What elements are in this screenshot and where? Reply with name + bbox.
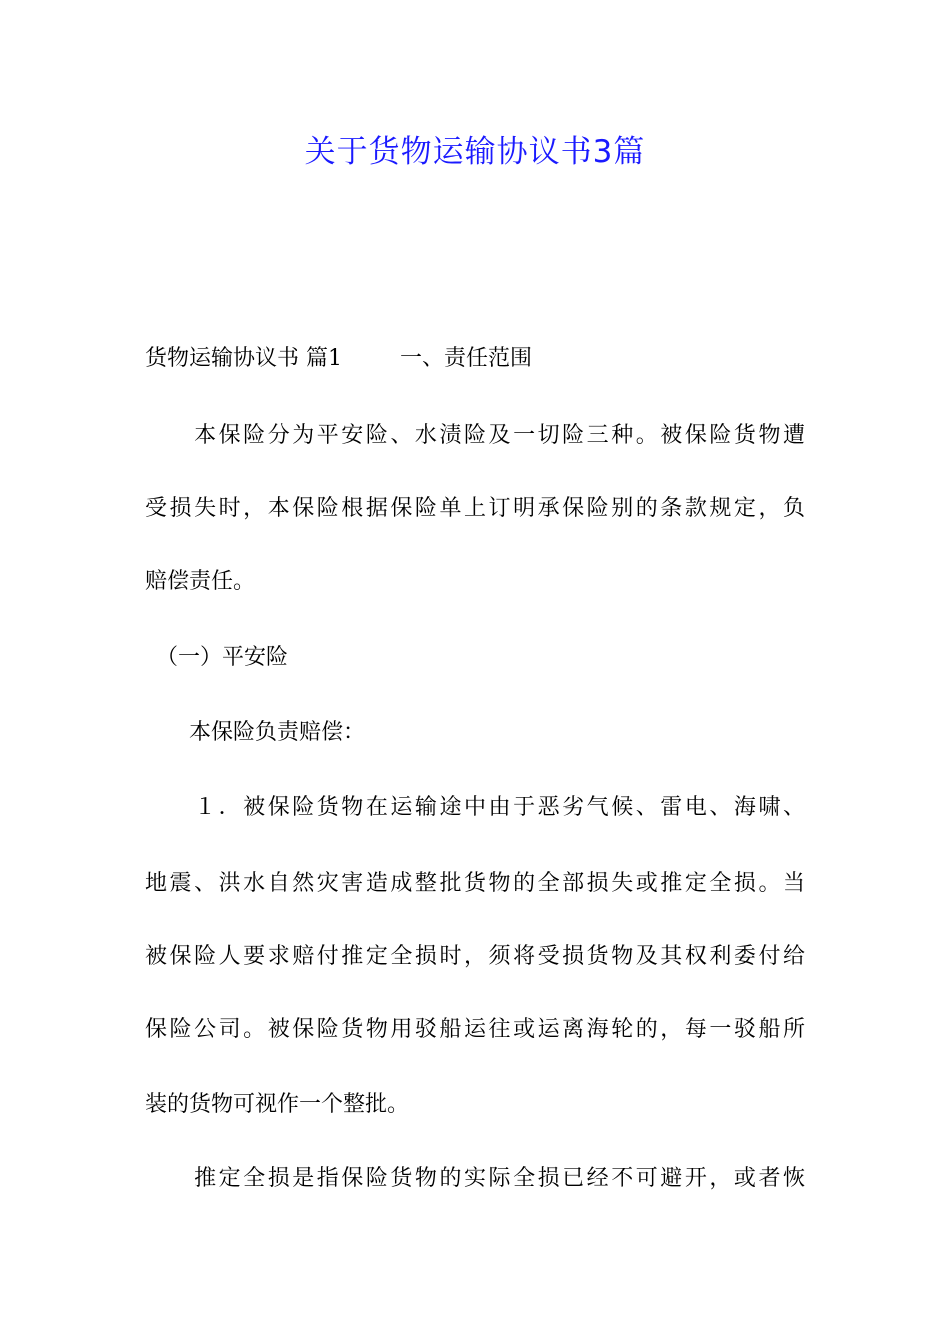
paragraph-line: 推定全损是指保险货物的实际全损已经不可避开，或者恢 bbox=[145, 1166, 805, 1191]
paragraph-line: 保险公司。被保险货物用驳船运往或运离海轮的，每一驳船所 bbox=[145, 1017, 805, 1042]
paragraph-line: 本保险分为平安险、水渍险及一切险三种。被保险货物遭 bbox=[145, 423, 805, 448]
subsection-heading: （一）平安险 bbox=[145, 645, 289, 670]
paragraph-line: 受损失时，本保险根据保险单上订明承保险别的条款规定，负 bbox=[145, 496, 805, 521]
paragraph-line: 地震、洪水自然灾害造成整批货物的全部损失或推定全损。当 bbox=[145, 871, 805, 896]
document-title: 关于货物运输协议书3篇 bbox=[304, 134, 646, 170]
paragraph-line: 装的货物可视作一个整批。 bbox=[145, 1092, 410, 1117]
paragraph-line: 被保险人要求赔付推定全损时，须将受损货物及其权利委付给 bbox=[145, 944, 805, 969]
section-heading-line bbox=[145, 344, 805, 374]
agreement-heading: 货物运输协议书 篇1 bbox=[145, 346, 342, 371]
paragraph-line: 赔偿责任。 bbox=[145, 569, 256, 594]
paragraph-line: 本保险负责赔偿： bbox=[145, 720, 366, 745]
paragraph-line: １．被保险货物在运输途中由于恶劣气候、雷电、海啸、 bbox=[145, 795, 805, 820]
responsibility-heading: 一、责任范围 bbox=[400, 346, 533, 371]
